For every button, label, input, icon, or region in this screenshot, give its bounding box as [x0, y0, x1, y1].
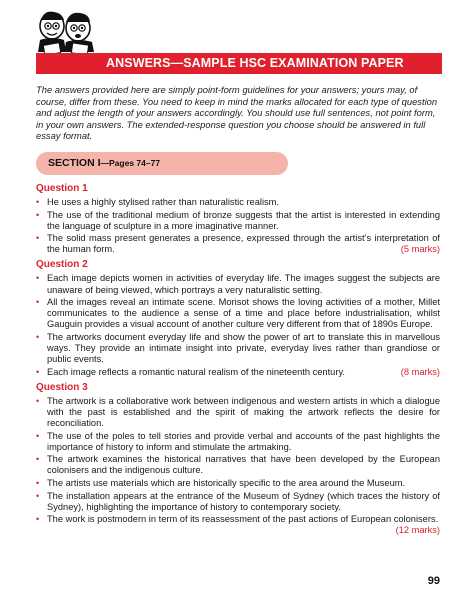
question-block	[36, 381, 440, 536]
answer-list	[36, 273, 440, 377]
list-item	[36, 454, 440, 476]
list-item	[36, 478, 440, 489]
bullet-icon: •	[36, 490, 40, 501]
bullet-icon: •	[36, 297, 40, 308]
bullet-icon: •	[36, 233, 40, 244]
questions-list	[36, 182, 440, 536]
list-item	[36, 273, 440, 295]
page-banner	[36, 53, 442, 74]
question-block	[36, 258, 440, 377]
list-item	[36, 367, 440, 378]
list-item	[36, 233, 440, 255]
bullet-icon: •	[36, 273, 40, 284]
bullet-icon: •	[36, 477, 40, 488]
bullet-icon: •	[36, 197, 40, 207]
bullet-icon: •	[36, 514, 40, 525]
answer-list	[36, 395, 440, 536]
marks-label: (8 marks)	[400, 366, 440, 377]
marks-label: (12 marks)	[395, 525, 440, 536]
question-title: Question 3	[36, 381, 88, 393]
answer-text: The work is postmodern in term of its reassessment of the past actions of European colonisers.	[47, 514, 439, 525]
banner-title: ANSWERS—SAMPLE HSC EXAMINATION PAPER	[106, 56, 404, 70]
marks-label: (5 marks)	[400, 244, 440, 255]
bullet-icon: •	[36, 331, 40, 342]
answer-text: He uses a highly stylised rather than naturalistic realism.	[47, 197, 280, 207]
list-item	[36, 514, 440, 536]
list-item	[36, 491, 440, 513]
question-title: Question 1	[36, 183, 88, 194]
list-item	[36, 197, 440, 208]
answer-text: The artworks document everyday life and show the power of art to translate this in marvellous ways. They provide an intimate insight into private, everyday lives rather than grandiose or public events.	[47, 331, 440, 365]
answer-text: Each image reflects a romantic natural realism of the nineteenth century.	[47, 366, 345, 377]
answer-text: The use of the poles to tell stories and provide verbal and accounts of the past highlights the importance of history to inform and stimulate the artmaking.	[47, 430, 440, 452]
answer-text: The artwork examines the historical narratives that have been developed by the European colonisers and the indigenous culture.	[47, 454, 440, 476]
answer-text: Each image depicts women in activities of everyday life. The images suggest the subjects are unaware of being viewed, which portrays a very naturalistic setting.	[47, 273, 440, 295]
page-number: 99	[427, 575, 440, 587]
section-heading	[36, 152, 288, 175]
bullet-icon: •	[36, 454, 40, 465]
answer-text: The artwork is a collaborative work between indigenous and western artists in which a dialogue with the past is established and the spirit of making the artwork reflects the desire for reconciliation.	[47, 395, 440, 428]
list-item	[36, 210, 440, 232]
answer-text: The artists use materials which are historically specific to the area around the Museum.	[47, 477, 406, 488]
answer-text: All the images reveal an intimate scene. Morisot shows the loving activities of a mother, Millet communicates to the audience a sense of a time and place before industrialisation, whilst Gauguin provides a visual account of another culture very different from that of 1890s Europe.	[47, 297, 440, 330]
list-item	[36, 431, 440, 453]
answer-list	[36, 197, 440, 255]
list-item	[36, 297, 440, 330]
question-block	[36, 182, 440, 255]
section-label: SECTION I	[48, 157, 101, 169]
intro-paragraph: The answers provided here are simply point-form guidelines for your answers; yours may, of course, differ from these. You need to keep in mind the marks allocated for each type of question and adjust the length of your answers accordingly. You should use full sentences, not point form, in your own answers. The extended-response question you choose should be answered in full essay format.	[36, 84, 438, 142]
bullet-icon: •	[36, 209, 40, 220]
section-pages: —Pages 74–77	[100, 158, 161, 168]
answer-text: The installation appears at the entrance of the Museum of Sydney (which traces the history of Sydney), highlighting the importance of history to contemporary society.	[47, 490, 440, 512]
question-title: Question 2	[36, 259, 88, 271]
bullet-icon: •	[36, 366, 40, 377]
list-item	[36, 396, 440, 429]
list-item	[36, 332, 440, 365]
bullet-icon: •	[36, 430, 40, 441]
answer-text: The solid mass present generates a presence, expressed through the artist’s interpretation of the human form.	[47, 233, 440, 255]
answer-text: The use of the traditional medium of bronze suggests that the artist is interested in extending the language of sculpture in a more imaginative manner.	[47, 209, 440, 231]
bullet-icon: •	[36, 395, 40, 406]
